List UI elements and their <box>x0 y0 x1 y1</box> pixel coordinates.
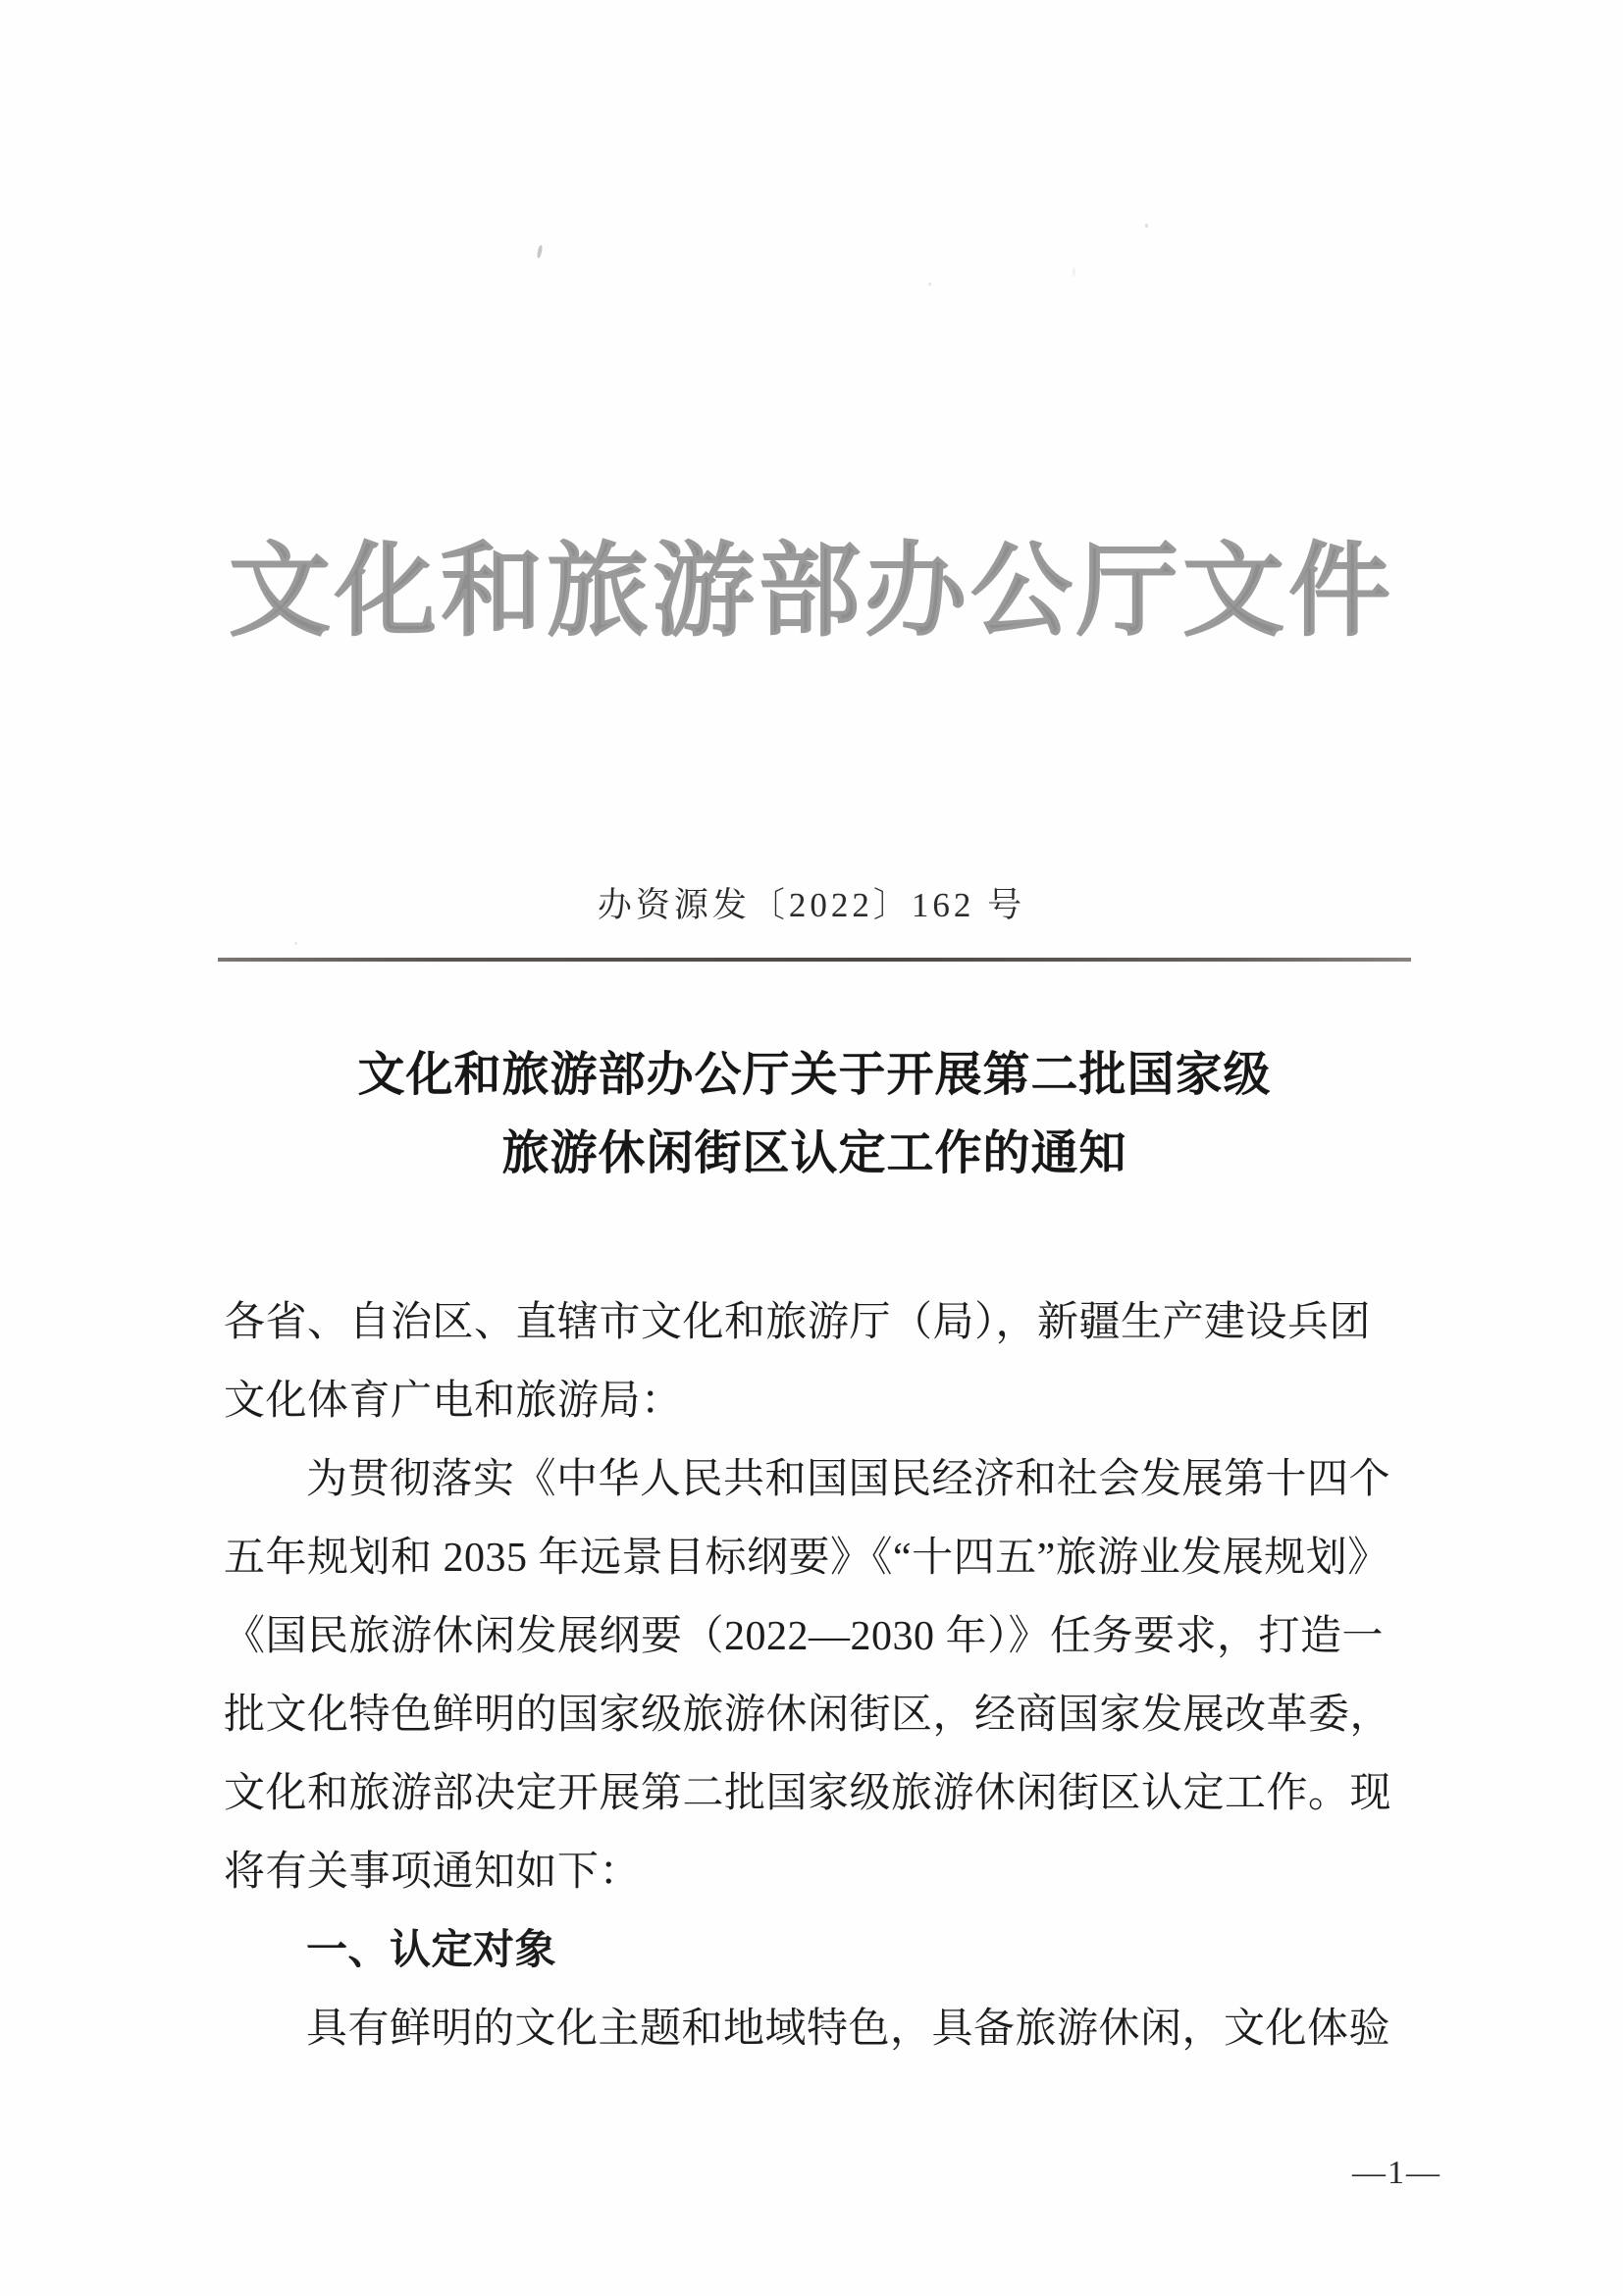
scan-speck <box>928 283 931 286</box>
scan-speck <box>294 942 297 945</box>
section-body-line: 具有鲜明的文化主题和地域特色，具备旅游休闲，文化体验 <box>306 2007 1391 2052</box>
page-title-line-2: 旅游休闲街区认定工作的通知 <box>501 1127 1127 1179</box>
letterhead-divider-rule <box>218 958 1411 962</box>
body-line: 将有关事项通知如下： <box>224 1850 642 1895</box>
scan-speck <box>1145 224 1148 228</box>
scan-speck <box>1073 267 1075 277</box>
page-number: —1— <box>1352 2155 1441 2191</box>
body-line: 《国民旅游休闲发展纲要（2022—2030 年）》任务要求，打造一 <box>224 1614 1385 1659</box>
recipient-line: 文化体育广电和旅游局： <box>224 1379 683 1424</box>
page-title-line-1: 文化和旅游部办公厅关于开展第二批国家级 <box>357 1049 1272 1101</box>
body-line: 文化和旅游部决定开展第二批国家级旅游休闲街区认定工作。现 <box>224 1771 1392 1816</box>
scan-speck <box>537 245 544 259</box>
document-number: 办资源发〔2022〕162 号 <box>597 886 1026 924</box>
body-line: 批文化特色鲜明的国家级旅游休闲街区，经商国家发展改革委， <box>224 1693 1392 1738</box>
section-heading-1: 一、认定对象 <box>306 1928 557 1973</box>
document-body <box>224 1283 1416 2068</box>
body-line: 为贯彻落实《中华人民共和国国民经济和社会发展第十四个 <box>306 1457 1391 1502</box>
masthead-issuing-agency: 文化和旅游部办公厅文件 <box>228 536 1394 649</box>
body-line: 五年规划和 2035 年远景目标纲要》《“十四五”旅游业发展规划》 <box>224 1536 1389 1581</box>
page-title <box>206 1036 1423 1193</box>
recipient-line: 各省、自治区、直辖市文化和旅游厅（局），新疆生产建设兵团 <box>224 1300 1372 1345</box>
